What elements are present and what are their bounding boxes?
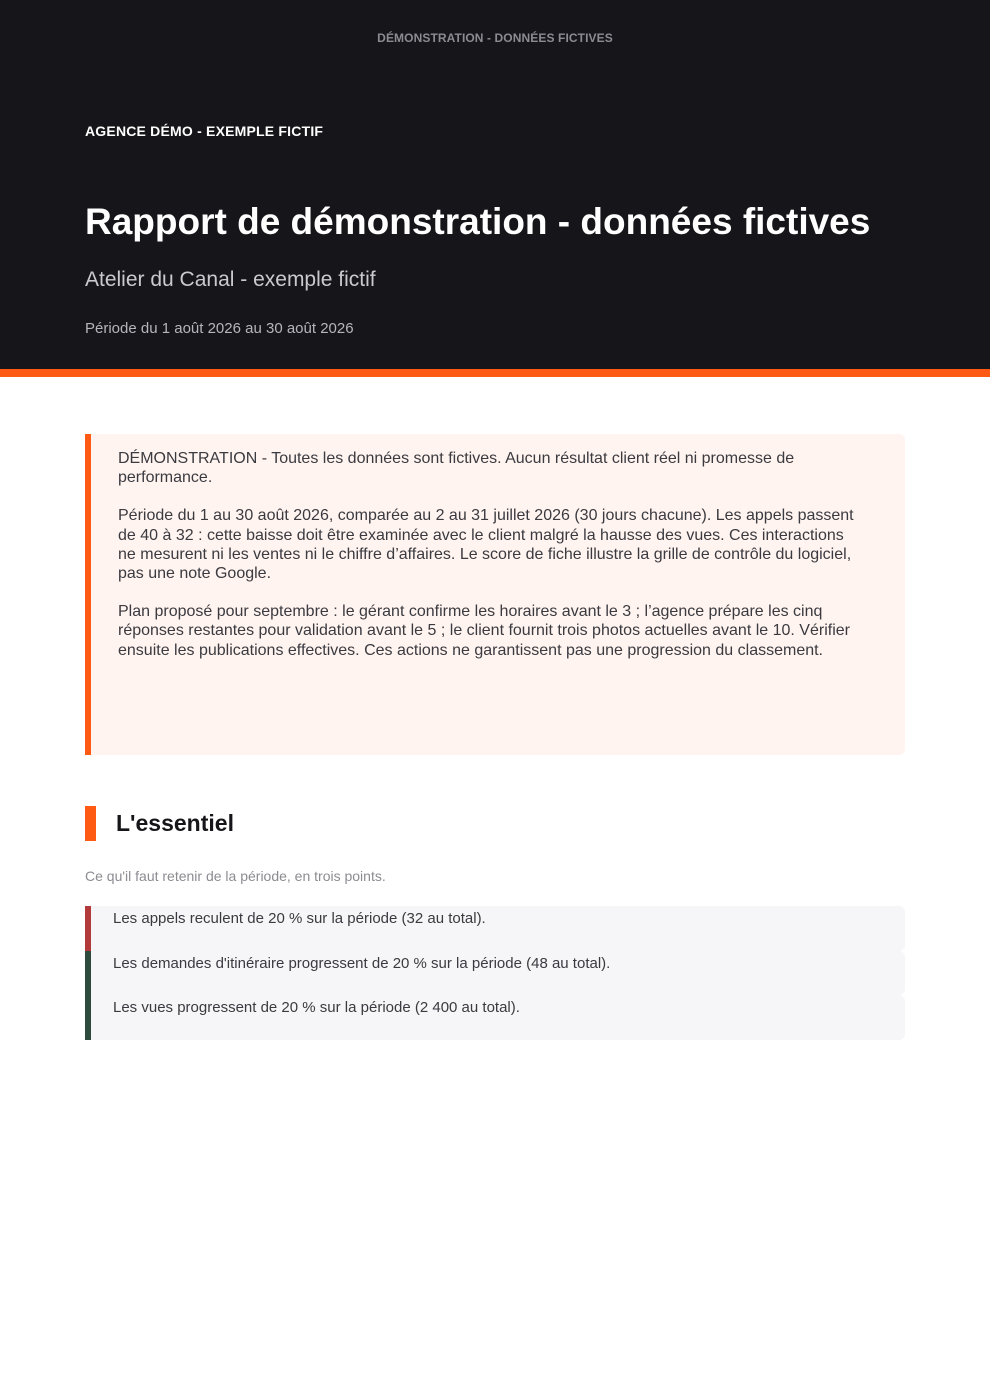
section-header-essentials	[85, 806, 234, 841]
list-item-text: Les appels reculent de 20 % sur la période (32 au total).	[113, 910, 486, 927]
agency-name: AGENCE DÉMO - EXEMPLE FICTIF	[85, 123, 324, 139]
demo-notice	[85, 434, 905, 755]
notice-paragraph: DÉMONSTRATION - Toutes les données sont fictives. Aucun résultat client réel ni promesse de performance.	[118, 450, 795, 487]
essentials-list	[85, 906, 905, 1040]
tone-stripe	[85, 906, 91, 951]
list-item-text: Les vues progressent de 20 % sur la période (2 400 au total).	[113, 999, 520, 1016]
section-description: Ce qu'il faut retenir de la période, en trois points.	[85, 868, 386, 884]
section-title: L'essentiel	[116, 810, 234, 836]
report-period: Période du 1 août 2026 au 30 août 2026	[85, 320, 354, 337]
report-subtitle: Atelier du Canal - exemple fictif	[85, 268, 376, 291]
demo-banner: DÉMONSTRATION - DONNÉES FICTIVES	[377, 31, 613, 45]
report-header	[0, 0, 990, 369]
section-accent-bar	[85, 806, 96, 841]
list-item	[85, 906, 905, 951]
tone-stripe	[85, 995, 91, 1040]
list-item	[85, 951, 905, 996]
list-item	[85, 995, 905, 1040]
notice-paragraph: Période du 1 au 30 août 2026, comparée au 2 au 31 juillet 2026 (30 jours chacune). Les appels passent de 40 à 32 : cette baisse doit être examinée avec le client malgré la hausse des vues. Ces interactions ne mesurent ni les ventes ni le chiffre d’affaires. Le score de fiche illustre la grille de contrôle du logiciel, pas une note Google.	[118, 507, 854, 583]
notice-paragraph: Plan proposé pour septembre : le gérant confirme les horaires avant le 3 ; l’agence prépare les cinq réponses restantes pour validation avant le 5 ; le client fournit trois photos actuelles avant le 10. Vérifier ensuite les publications effectives. Ces actions ne garantissent pas une progression du classement.	[118, 603, 850, 659]
tone-stripe	[85, 951, 91, 996]
list-item-text: Les demandes d'itinéraire progressent de 20 % sur la période (48 au total).	[113, 954, 611, 972]
header-accent-bar	[0, 369, 990, 377]
report-title: Rapport de démonstration - données fictives	[85, 201, 871, 242]
